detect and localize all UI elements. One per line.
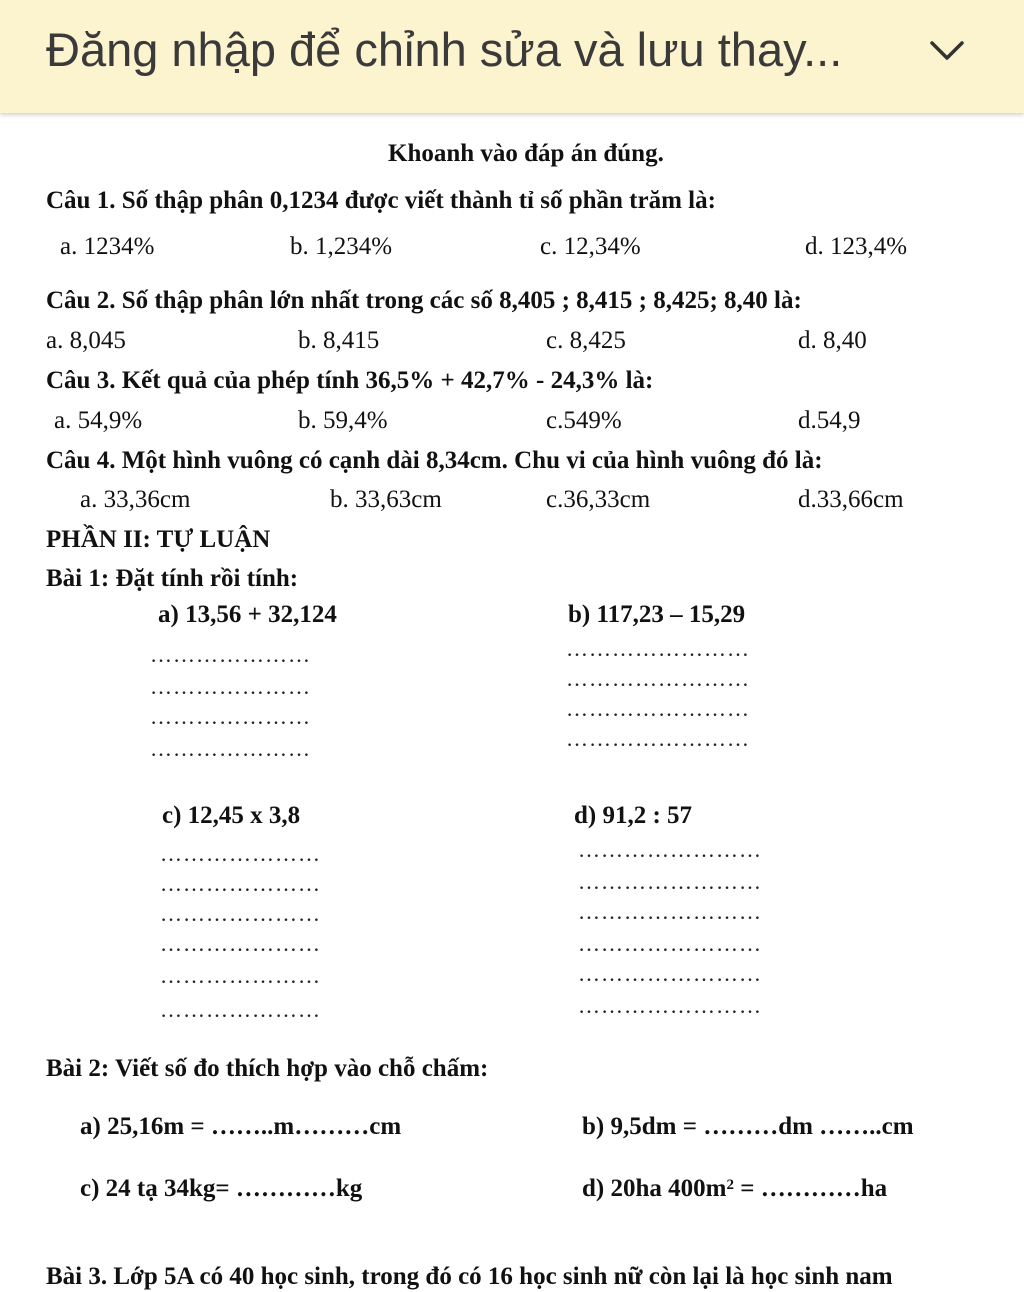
answer-line: ………………… [160, 841, 321, 866]
bai2-d-superscript: 2 [726, 1177, 734, 1193]
answer-line: ………………… [150, 736, 311, 761]
answer-line: ………………… [160, 931, 321, 956]
q2-option-d: d. 8,40 [798, 327, 867, 354]
answer-line: ………………… [150, 642, 311, 667]
answer-line: ………………… [160, 997, 321, 1022]
bai1-c: c) 12,45 x 3,8 [162, 802, 301, 829]
answer-line: …………………… [578, 869, 762, 894]
q1-option-c: c. 12,34% [540, 233, 641, 260]
q4-option-b: b. 33,63cm [330, 486, 442, 513]
q2-option-a: a. 8,045 [46, 327, 126, 354]
bai1-d: d) 91,2 : 57 [574, 802, 693, 829]
bai2-d [582, 1174, 887, 1204]
q3-option-c: c.549% [546, 407, 622, 434]
bai2-d-suffix: = …………ha [733, 1175, 888, 1202]
answer-line: ………………… [160, 871, 321, 896]
q1-option-b: b. 1,234% [290, 233, 393, 260]
answer-line: …………………… [578, 931, 762, 956]
answer-line: …………………… [566, 696, 750, 721]
instruction: Khoanh vào đáp án đúng. [388, 140, 664, 167]
answer-line: …………………… [566, 666, 750, 691]
bai2-b: b) 9,5dm = ………dm ……..cm [582, 1113, 914, 1140]
q4-option-c: c.36,33cm [546, 486, 651, 513]
answer-line: ………………… [150, 704, 311, 729]
bai1-title: Bài 1: Đặt tính rồi tính: [46, 565, 299, 592]
bai2-c: c) 24 tạ 34kg= …………kg [80, 1175, 363, 1202]
answer-line: …………………… [566, 636, 750, 661]
question-1-title: Câu 1. Số thập phân 0,1234 được viết thành tỉ số phần trăm là: [46, 187, 716, 214]
bai2-d-prefix: d) 20ha 400m [582, 1175, 727, 1202]
question-4-title: Câu 4. Một hình vuông có cạnh dài 8,34cm. Chu vi của hình vuông đó là: [46, 447, 823, 474]
q3-option-d: d.54,9 [798, 407, 861, 434]
chevron-down-icon[interactable] [928, 38, 966, 64]
q4-option-a: a. 33,36cm [80, 486, 191, 513]
banner-text[interactable]: Đăng nhập để chỉnh sửa và lưu thay... [46, 23, 843, 76]
answer-line: …………………… [578, 993, 762, 1018]
q3-option-a: a. 54,9% [54, 407, 143, 434]
bai1-b: b) 117,23 – 15,29 [568, 601, 746, 628]
bai3-text: Bài 3. Lớp 5A có 40 học sinh, trong đó có 16 học sinh nữ còn lại là học sinh nam [46, 1263, 893, 1290]
q2-option-c: c. 8,425 [546, 327, 626, 354]
answer-line: …………………… [566, 726, 750, 751]
q4-option-d: d.33,66cm [798, 486, 904, 513]
answer-line: …………………… [578, 961, 762, 986]
q2-option-b: b. 8,415 [298, 327, 380, 354]
bai2-title: Bài 2: Viết số đo thích hợp vào chỗ chấm: [46, 1055, 489, 1082]
answer-line: ………………… [150, 674, 311, 699]
q3-option-b: b. 59,4% [298, 407, 388, 434]
q1-option-d: d. 123,4% [805, 233, 908, 260]
part2-title: PHẦN II: TỰ LUẬN [46, 526, 271, 553]
answer-line: …………………… [578, 837, 762, 862]
login-banner[interactable] [0, 0, 1024, 113]
answer-line: ………………… [160, 901, 321, 926]
question-3-title: Câu 3. Kết quả của phép tính 36,5% + 42,7% - 24,3% là: [46, 367, 654, 394]
q1-option-a: a. 1234% [60, 233, 155, 260]
bai2-a: a) 25,16m = ……..m………cm [80, 1113, 402, 1140]
answer-line: ………………… [160, 963, 321, 988]
answer-line: …………………… [578, 899, 762, 924]
bai1-a: a) 13,56 + 32,124 [158, 601, 337, 628]
question-2-title: Câu 2. Số thập phân lớn nhất trong các số 8,405 ; 8,415 ; 8,425; 8,40 là: [46, 287, 802, 314]
